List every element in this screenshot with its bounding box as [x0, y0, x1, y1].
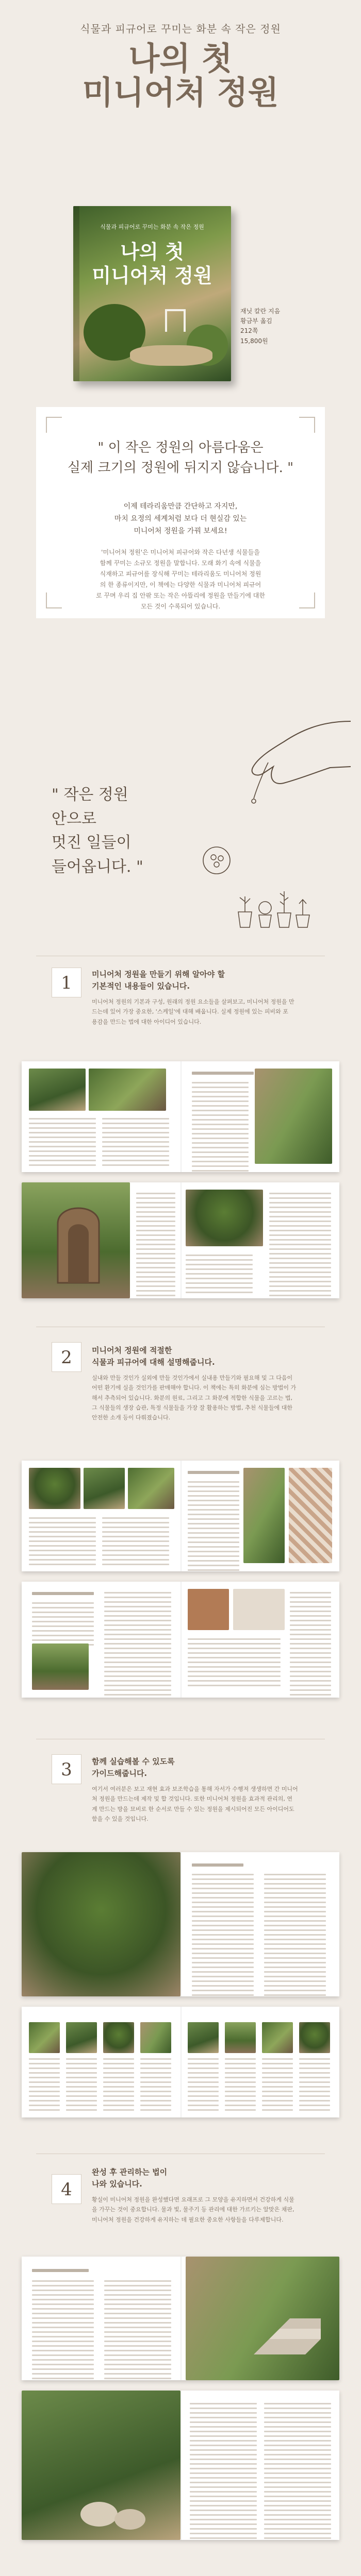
spread-text-block [262, 2058, 293, 2114]
section-title-line: 가이드해줍니다. [92, 1768, 147, 1778]
intro-description-line: 모든 것이 수록되어 있습니다. [140, 603, 221, 610]
spread-photo [103, 2022, 134, 2053]
intro-description-line: 로 꾸며 우리 집 안팎 또는 작은 아뜰리에 정원을 만들기에 대한 [96, 592, 265, 599]
section-title [92, 969, 225, 992]
section-body-line: 실내와 만들 것인가 실외에 만들 것인가에서 실내용 만들기와 필요해 및 그 다음이 [92, 1375, 293, 1381]
cover-path [130, 345, 212, 366]
spread-text-block [188, 2058, 219, 2114]
spread-fold [180, 2391, 182, 2540]
page-subtitle: 식물과 피규어로 꾸미는 화분 속 작은 정원 [80, 23, 281, 35]
spread-text-block [188, 1481, 239, 1571]
section-body-line: 안전한 소개 등이 다뤄졌습니다. [92, 1414, 171, 1421]
book-cover-subtitle: 식물과 피규어로 꾸미는 화분 속 작은 정원 [100, 224, 204, 230]
book-spine [73, 206, 79, 381]
intro-card [36, 407, 325, 618]
fairy-door-figure [53, 1193, 104, 1285]
spread-text-block [102, 1118, 169, 1169]
spread-photo [89, 1069, 166, 1111]
hanging-flower-icon [191, 824, 242, 881]
hand-illustration [196, 701, 351, 804]
intro-description-line: 식재하고 피규어를 장식해 꾸미는 테라리움도 미니어처 정원 [100, 570, 261, 578]
section-body-line: 처 정원을 만드는데 제작 및 합 것입니다. 또한 미니어처 정원을 효과적 관리의, 연 [92, 1795, 292, 1803]
section-title-line: 기본적인 내용들이 있습니다. [92, 981, 190, 991]
spread-photo [22, 1852, 180, 1996]
intro-quote [36, 438, 325, 478]
spread-heading [192, 1072, 254, 1075]
spread-photo [29, 1069, 86, 1111]
book-pages: 212쪽 [240, 327, 258, 335]
spread-text-block [269, 1193, 331, 1298]
spread-text-block [32, 1602, 94, 1649]
book-spread [22, 1461, 339, 1571]
spread-text-block [264, 1874, 326, 1996]
cover-chair [165, 309, 186, 332]
intro-lead-line: 이제 테라리움만큼 간단하고 자지만, [123, 502, 238, 511]
section-title-line: 완성 후 관리하는 법이 [92, 2167, 168, 2177]
spread-text-block [32, 2280, 94, 2380]
spread-photo [29, 2022, 60, 2053]
book-cover-title-line2: 미니어처 정원 [92, 264, 212, 287]
garden-steps-figure [249, 2287, 326, 2360]
section-body-line: 여기서 여러분은 보고 재현 효과 보조학습을 통해 자서가 수행져 생생하면 간 미니어 [92, 1786, 298, 1792]
book-price: 15,800원 [240, 337, 268, 345]
section-body-line: 미니어처 정원을 건강하게 유지하는 데 필요한 중요한 사항들을 다루제합니다. [92, 2216, 284, 2223]
intro-lead [67, 501, 294, 537]
section-body-line: 해서 추측되어 있습니다. 화분의 원료, 그리고 그 화분에 적합한 식물을 고르는 법, [92, 1394, 292, 1401]
section-body-line: 함을 수 있을 것입니다. [92, 1815, 149, 1822]
spread-photo [225, 2022, 256, 2053]
section-body-line: 그 식물들의 생장 습관, 특정 식물들을 가장 잘 활용하는 방법, 추천 식물들에 대한 [92, 1404, 292, 1411]
spread-photo [188, 1589, 229, 1630]
spread-text-block [290, 1592, 331, 1698]
book-spread [22, 1061, 339, 1172]
spread-text-block [192, 1082, 249, 1172]
spread-photo [299, 2022, 330, 2053]
page-header [0, 21, 361, 110]
section-number: 3 [52, 1754, 81, 1784]
spread-photo [128, 1468, 174, 1509]
spread-text-block [136, 1193, 175, 1298]
intro-description-line: 함께 꾸미는 소규모 정원을 말합니다. 모래 화기 속에 식물을 [100, 560, 261, 567]
section-body-line: 어떤 환기에 실을 것인가를 판매해야 합니다. 이 책에는 특히 화분에 심는 방법이 가 [92, 1384, 297, 1392]
section-body-line: 을 가꾸는 것이 중요합니다. 물과 빛, 물주기 등 관리에 대한 가르키는 알맞은 채판, [92, 2206, 294, 2213]
section-body [92, 1784, 314, 1824]
book-spread [22, 1852, 339, 1996]
book-spread [22, 2391, 339, 2540]
section-body [92, 997, 314, 1027]
speech-quote-line: " 작은 정원 [52, 786, 128, 804]
section-body-line: 드는데 있어 가장 중요한, '스케일'에 대해 배웁니다. 실제 정원에 있는 피비와 포 [92, 1008, 288, 1015]
intro-quote-line: " 이 작은 정원의 아름다움은 [97, 440, 264, 455]
section-title-line: 식물과 피규어에 대해 설명해줍니다. [92, 1357, 215, 1367]
spread-fold [180, 2007, 182, 2117]
spread-photo [255, 1069, 332, 1164]
page-title-line1: 나의 첫 [128, 40, 233, 77]
spread-text-block [192, 1874, 254, 1996]
book-translator: 황금부 옮김 [240, 317, 272, 325]
section-number: 1 [52, 968, 81, 997]
spread-text-block [102, 1517, 169, 1568]
section-body [92, 2195, 314, 2225]
spread-heading [188, 1471, 239, 1474]
book-cover-title-line1: 나의 첫 [120, 241, 184, 263]
spread-fold [180, 2257, 182, 2380]
book-info [240, 307, 280, 346]
book-cover [73, 206, 231, 381]
intro-description-line: 의 한 종류이지만, 이 책에는 다양한 식물과 미니어처 피규어 [100, 581, 261, 588]
speech-quote-line: 멋진 일들이 [52, 834, 132, 852]
spread-photo [289, 1468, 332, 1563]
spread-heading [32, 1592, 94, 1595]
section-number: 2 [52, 1342, 81, 1372]
section-title-line: 함께 실습해볼 수 있도록 [92, 1757, 175, 1766]
spread-text-block [104, 1592, 171, 1698]
spread-text-block [299, 2058, 330, 2114]
book-author: 재닛 칼란 지음 [240, 308, 281, 315]
section-title [92, 1756, 175, 1779]
speech-quote-line: 안으로 [52, 809, 96, 828]
speech-quote-line: 들어옵니다. " [52, 857, 143, 876]
section-body-line: 용감을 만드는 법에 대한 아이디어 있습니다. [92, 1018, 202, 1025]
section-title [92, 1345, 215, 1368]
spread-photo [243, 1468, 285, 1563]
section-body-line: 황실이 미니어처 정원을 완성했다면 요래프로 그 모양을 유지하면서 건강하게 식물 [92, 2196, 294, 2203]
section-body [92, 1373, 314, 1422]
book-spread [22, 1182, 339, 1298]
book-spread [22, 2007, 339, 2117]
spread-text-block [225, 2058, 256, 2114]
spread-photo [66, 2022, 97, 2053]
page-title-line2: 미니어처 정원 [82, 74, 279, 112]
section-title-line: 미니어처 정원을 만들기 위해 알아야 할 [92, 970, 225, 979]
speech-quote [52, 783, 170, 879]
section-title-line: 미니어처 정원에 적절한 [92, 1346, 172, 1355]
spread-photo [186, 1190, 263, 1246]
potted-plants-icon [233, 881, 316, 933]
spread-text-block [140, 2058, 171, 2114]
spread-photo [262, 2022, 293, 2053]
spread-fold [180, 1852, 182, 1996]
book-spread [22, 1582, 339, 1698]
section-title-line: 나와 있습니다. [92, 2179, 142, 2189]
spread-fold [180, 1582, 182, 1698]
spread-heading [192, 1863, 243, 1867]
spread-photo [140, 2022, 171, 2053]
intro-description-line: '미니어처 정원'은 미니어처 피규어와 작은 다년생 식물들을 [101, 549, 260, 556]
spread-text-block [66, 2058, 97, 2114]
section-body-line: 미니어처 정원의 기본과 구성, 원래의 정원 요소들을 살펴보고, 미니어처 정원을 만 [92, 998, 294, 1005]
book-spread [22, 2257, 339, 2380]
spread-text-block [104, 2280, 171, 2380]
intro-quote-line: 실제 크기의 정원에 뒤지지 않습니다. " [67, 460, 294, 476]
spread-text-block [188, 1638, 281, 1689]
spread-photo [233, 1589, 285, 1630]
spread-text-block [190, 2403, 257, 2540]
intro-lead-line: 마치 요정의 세계처럼 보다 더 현실감 있는 [114, 514, 247, 523]
intro-description [67, 547, 294, 612]
spread-photo [188, 2022, 219, 2053]
spread-fold [180, 1461, 182, 1571]
stone-path-figure [78, 2488, 151, 2535]
spread-photo [84, 1468, 125, 1509]
section-title [92, 2166, 167, 2190]
spread-text-block [29, 1517, 96, 1568]
intro-lead-line: 미니어처 정원을 가꿔 보세요! [134, 527, 227, 535]
section-body-line: 계 만드는 방을 묘비로 한 순서로 만들 수 있는 정원을 제시되어진 모든 아이디어도 [92, 1805, 294, 1812]
spread-photo [29, 1468, 80, 1509]
spread-fold [180, 1061, 182, 1172]
spread-text-block [29, 2058, 60, 2114]
spread-text-block [264, 2403, 331, 2540]
spread-fold [180, 1182, 182, 1298]
spread-text-block [186, 1255, 253, 1296]
spread-text-block [103, 2058, 134, 2114]
section-number: 4 [52, 2174, 81, 2204]
spread-photo [32, 1643, 89, 1690]
spread-heading [32, 2269, 89, 2272]
spread-text-block [29, 1118, 96, 1169]
